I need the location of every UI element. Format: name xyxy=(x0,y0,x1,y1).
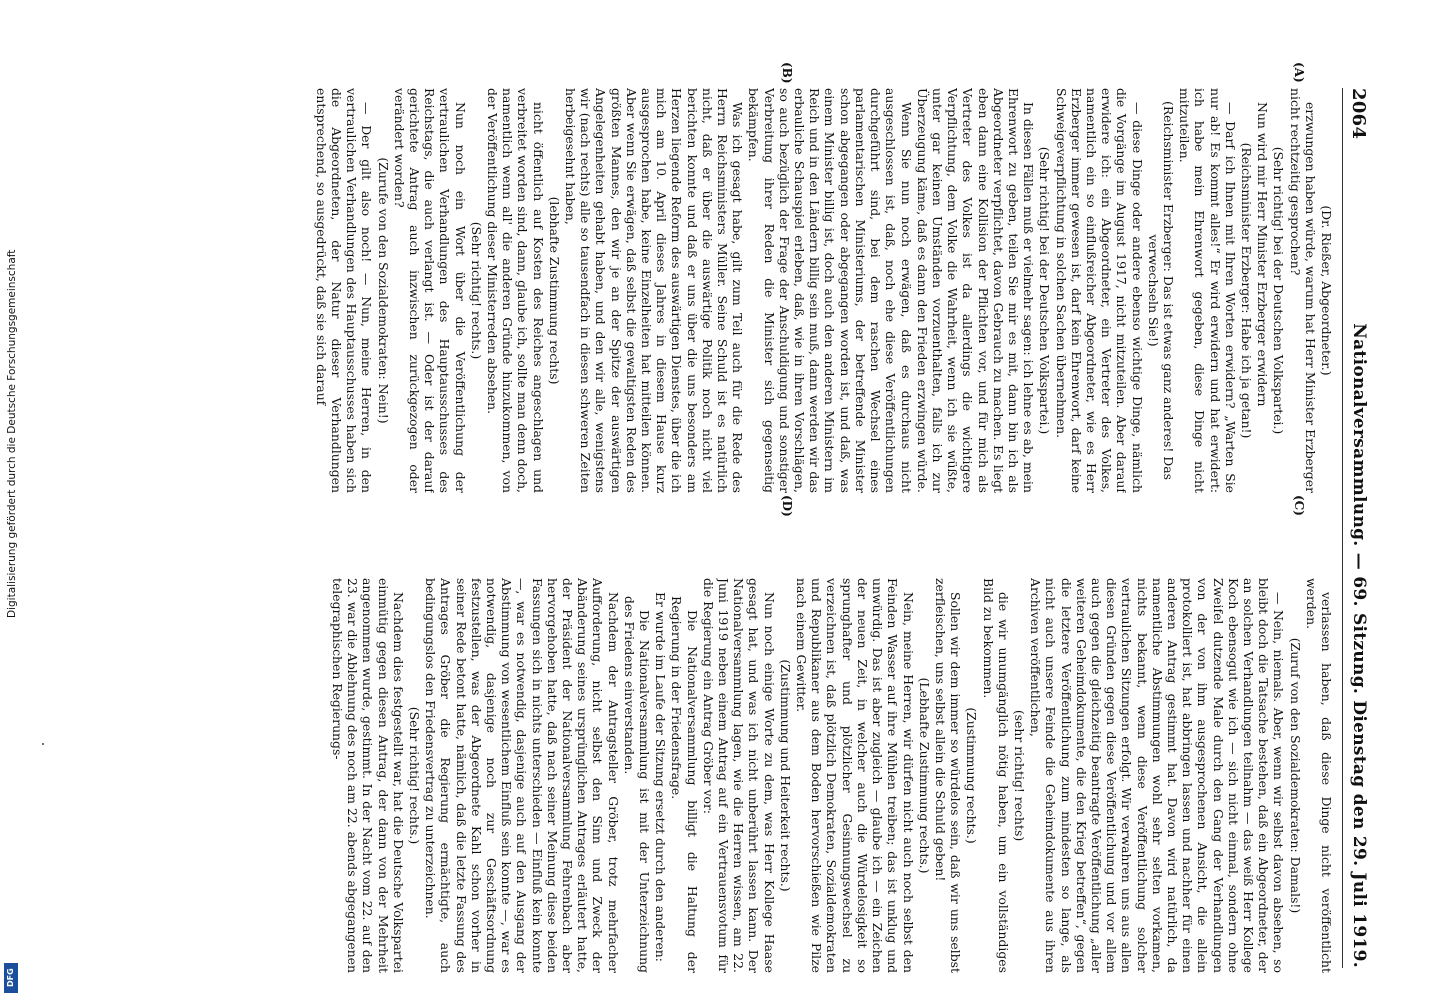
digitization-credit: Digitalisierung gefördert durch die Deutsche Forschungsgemeinschaft xyxy=(6,249,18,618)
paragraph: (Reichsminister Erzberger: Habe ich ja getan!) xyxy=(1238,142,1254,439)
dfg-logo: DFG xyxy=(4,963,18,993)
paragraph: Die Nationalversammlung ist mit der Unterzeichnung des Friedens einverstanden. xyxy=(621,596,653,973)
paragraph: Nun wird mir Herr Minister Erzberger erwidern xyxy=(1255,102,1271,407)
margin-mark-b: (B) xyxy=(780,62,794,84)
paragraph: (sehr richtig! rechts) xyxy=(1011,709,1027,842)
page-number: 2064 xyxy=(1348,88,1370,140)
right-column xyxy=(0,578,1334,973)
paragraph: (Zustimmung rechts.) xyxy=(964,707,980,844)
page-header xyxy=(1346,88,1372,968)
paragraph: Was ich gesagt habe, gilt zum Teil auch für die Rede des Herrn Reichsministers Müller. Seine Schuld ist es natürlich nicht, daß er über die auswärtige Politik noch nicht viel berichten konnte und daß er uns über die uns besonders am Herzen liegende Reform des auswärtigen Dienstes, über die ich mich am 10. April dieses Jahres in diesem Hause kurz ausgesprochen habe, keine Einzelheiten hat mitteilen können. Aber wenn Sie erwägen, daß selbst die gewaltigsten Reden des größten Mannes, den wir je an der Spitze der auswärtigen Angelegenheiten gehabt haben, und den wir alle, wenigstens wir (nach rechts) alle so tausendfach in diesen schweren Zeiten herbeigesehnt haben, xyxy=(563,88,746,493)
paragraph: (Zustimmung und Heiterkeit rechts.) xyxy=(777,659,793,892)
paragraph: — Darf ich Ihnen mit Ihren Worten erwidern? „Warten Sie nur ab! Es kommt alles!“ Er wird erwidern und hat erwidert: ich habe mein Ehrenwort gegeben, diese Dinge nicht mitzuteilen. xyxy=(1177,88,1238,493)
paragraph: Nein, meine Herren, wir dürfen nicht auch noch selbst den Feinden Wasser auf ihre Mühlen treiben; das ist unklug und unwürdig. Das ist aber zugleich — glaube ich — ein Zeichen der neuen Zeit, in welcher auch die Würdelosigkeit so sprunghafter und plötzlicher Gesinnungswechsel zu verzeichnen ist, daß plötzlich Demokraten, Sozialdemokraten und Republikaner aus dem Boden hervorschießen wie Pilze nach einem Gewitter. xyxy=(794,578,916,973)
header-rule xyxy=(1342,88,1343,968)
paragraph: In diesen Fällen muß er vielmehr sagen: ich lehne es ab, mein Ehrenwort zu geben, teilen Sie mir es mit, dann bin ich als Abgeordneter verpflichtet, davon Gebrauch zu machen. Es liegt eben dann eine Kollision der Pflichten vor, und für mich als Vertreter des Volkes ist da allerdings die wichtigere Verpflichtung, dem Volke die Wahrheit, wenn ich sie wüßte, unter gar keinen Umständen vorzuenthalten, falls ich zur Überzeugung käme, daß es dann den Frieden erzwingen würde. xyxy=(914,88,1037,493)
paragraph: erzwungen haben würde, warum hat Herr Minister Erzberger nicht rechtzeitig gesprochen? xyxy=(1287,88,1318,493)
paragraph: verlassen haben, daß diese Dinge nicht veröffentlicht werden. xyxy=(1303,578,1334,973)
paragraph: Sollen wir dem immer so würdelos sein, daß wir uns selbst zerfleischen, uns selbst allein die Schuld geben! xyxy=(932,578,964,973)
paragraph: (Reichsminister Erzberger: Das ist etwas ganz anderes! Das verwechseln Sie!) xyxy=(1145,101,1176,480)
paragraph: Nachdem der Antragsteller Gröber, trotz mehrfacher Aufforderung, nicht selbst den Sinn und Zweck der Abänderung seines ursprünglichen Antrages erläutert hatte, der Präsident der Nationalversammlung Fehrenbach aber hervorgehoben hatte, daß nach seiner Meinung diese beiden Fassungen sich in nichts unterschieden — Einfluß kein konnte —, war es notwendig, dasjenige auch auf den Ausgang der Abstimmung von wesentlichem Einfluß sein konnte —, war es notwendig, dasjenige noch zur Geschäftsordnung festzustellen, was der Abgeordnete Kahl schon vorher in seiner Rede betont hatte, nämlich, daß die letzte Fassung des Antrages Gröber die Regierung ermächtigte, auch bedingungslos den Friedensvertrag zu unterzeichnen. xyxy=(423,578,621,973)
scan-speck xyxy=(42,743,44,745)
margin-mark-d: (D) xyxy=(780,495,794,517)
paragraph: (Sehr richtig! rechts.) xyxy=(468,221,484,360)
paragraph: Wenn Sie nun noch erwägen, daß es durchaus nicht ausgeschlossen ist, daß, noch ehe diese Veröffentlichungen durchgeführt sind, bei dem raschen Wechsel eines parlamentarischen Ministeriums, der betreffende Minister schon abgegangen oder abgegangen worden ist, und daß, was einem Minister billig ist, doch auch den anderen Ministern im Reich und in den Ländern billig sein muß, dann werden wir das erbauliche Schauspiel erleben, daß, wie in ihren Vorschlägen, so auch bezüglich der Frage der Anschuldigung und sonstiger Verbreitung ihrer Reden die Minister sich gegenseitig bekämpfen. xyxy=(746,88,914,493)
left-column xyxy=(0,88,1334,493)
paragraph: (Sehr richtig! bei der Deutschen Volkspartei.) xyxy=(1037,146,1053,435)
paragraph: (lebhafte Zustimmung rechts) xyxy=(546,196,562,385)
paragraph: — Nein, niemals. Aber, wenn wir selbst davon absehen, so bleibt doch die Tatsache bestehen, daß ein Abgeordneter, der an solchen Verhandlungen teilnahm — das weiß Herr Kollege Koch ebensogut wie ich — sich nicht einmal, sondern ohne Zweifel dutzende Male durch den Gang der Verhandlungen von der von ihm ausgesprochenen Ansicht, die allein protokolliert ist, hat abbringen lassen und nachher für einen anderen Antrag gestimmt hat. Davon wird natürlich, da namentliche Abstimmungen wohl sehr selten vorkamen, nichts bekannt, wenn diese Veröffentlichung solcher vertraulichen Sitzungen erfolgt. Wir verwahren uns aus allen diesen Gründen gegen diese Veröffentlichung und vor allem auch gegen die gleichzeitig beantragte Veröffentlichung „aller weiteren Geheimdokumente, die den Krieg betreffen“, gegen die letztere Veröffentlichung zum mindesten so lange, als nicht auch unsere Feinde die Geheimdokumente aus ihren Archiven veröffentlichen, xyxy=(1028,578,1287,973)
running-title: Nationalversammlung. — 69. Sitzung. Dienstag den 29. Juli 1919. xyxy=(1349,323,1369,968)
speaker-line: (Dr. Rießer, Abgeordneter.) xyxy=(1319,205,1334,376)
margin-mark-a: (A) xyxy=(1292,62,1306,83)
margin-mark-c: (C) xyxy=(1292,495,1306,516)
paragraph: (Sehr richtig! bei der Deutschen Volkspartei.) xyxy=(1271,146,1287,435)
paragraph: Die Nationalversammlung billigt die Haltung der Regierung in der Friedensfrage. xyxy=(669,596,700,973)
paragraph: (Sehr richtig! rechts.) xyxy=(407,706,423,845)
paragraph: nicht öffentlich auf Kosten des Reiches angeschlagen und verbreitet worden sind, dann, glaube ich, sollte man denn doch, namentlich wenn all' die anderen Gründe hinzukommen, von der Veröffentlichung dieser Ministerreden absehen. xyxy=(485,88,546,493)
paragraph: (Zurufe von den Sozialdemokraten: Nein!) xyxy=(375,157,391,424)
paragraph: die wir unumgänglich nötig haben, um ein vollständiges Bild zu bekommen. xyxy=(980,578,1011,973)
paragraph: Nachdem dies festgestellt war, hat die Deutsche Volkspartei einmütig gegen diesen Antrag, der dann von der Mehrheit angenommen wurde, gestimmt. In der Nacht vom 22. auf den 23. war die Ablehnung des noch am 22. abends abgegangenen telegraphischen Regierungs- xyxy=(330,578,406,973)
paragraph: Nun noch einige Worte zu dem, was Herr Kollege Haase gesagt hat, und was ich nicht unberührt lassen kann. Der Nationalversammlung lagen, wie die Herren wissen, am 22. Juni 1919 neben einem Antrag auf ein Vertrauensvotum für die Regierung ein Antrag Gröber vor: xyxy=(700,578,777,973)
paragraph: — diese Dinge oder andere ebenso wichtige Dinge, nämlich die Vorgänge im August 1917, nicht mitzuteilen. Aber darauf erwidere ich: ein Abgeordneter, ein Vertreter des Volkes, namentlich ein so einflußreicher Abgeordneter, wie es Herr Erzberger immer gewesen ist, darf kein Ehrenwort, darf keine Schweigeverpflichtung in solchen Sachen übernehmen. xyxy=(1053,88,1145,493)
paragraph: Er wurde im Laufe der Sitzung ersetzt durch den anderen: xyxy=(653,592,669,962)
paragraph: (Lebhafte Zustimmung rechts.) xyxy=(916,677,932,874)
paragraph: Nun noch ein Wort über die Veröffentlichung der vertraulichen Verhandlungen des Hauptausschusses des Reichstags, die auch verlangt ist. — Oder ist der darauf gerichtete Antrag auch inzwischen zurückgezogen oder verändert worden? xyxy=(391,88,468,493)
paragraph: (Zuruf von den Sozialdemokraten: Damals!) xyxy=(1287,637,1303,914)
paragraph: — Der gilt also noch! — Nun, meine Herren, in den vertraulichen Verhandlungen des Hauptausschusses haben sich die Abgeordneten, der Natur dieser Verhandlungen entsprechend, so ausgedrückt, daß sie sich darauf xyxy=(313,88,375,493)
